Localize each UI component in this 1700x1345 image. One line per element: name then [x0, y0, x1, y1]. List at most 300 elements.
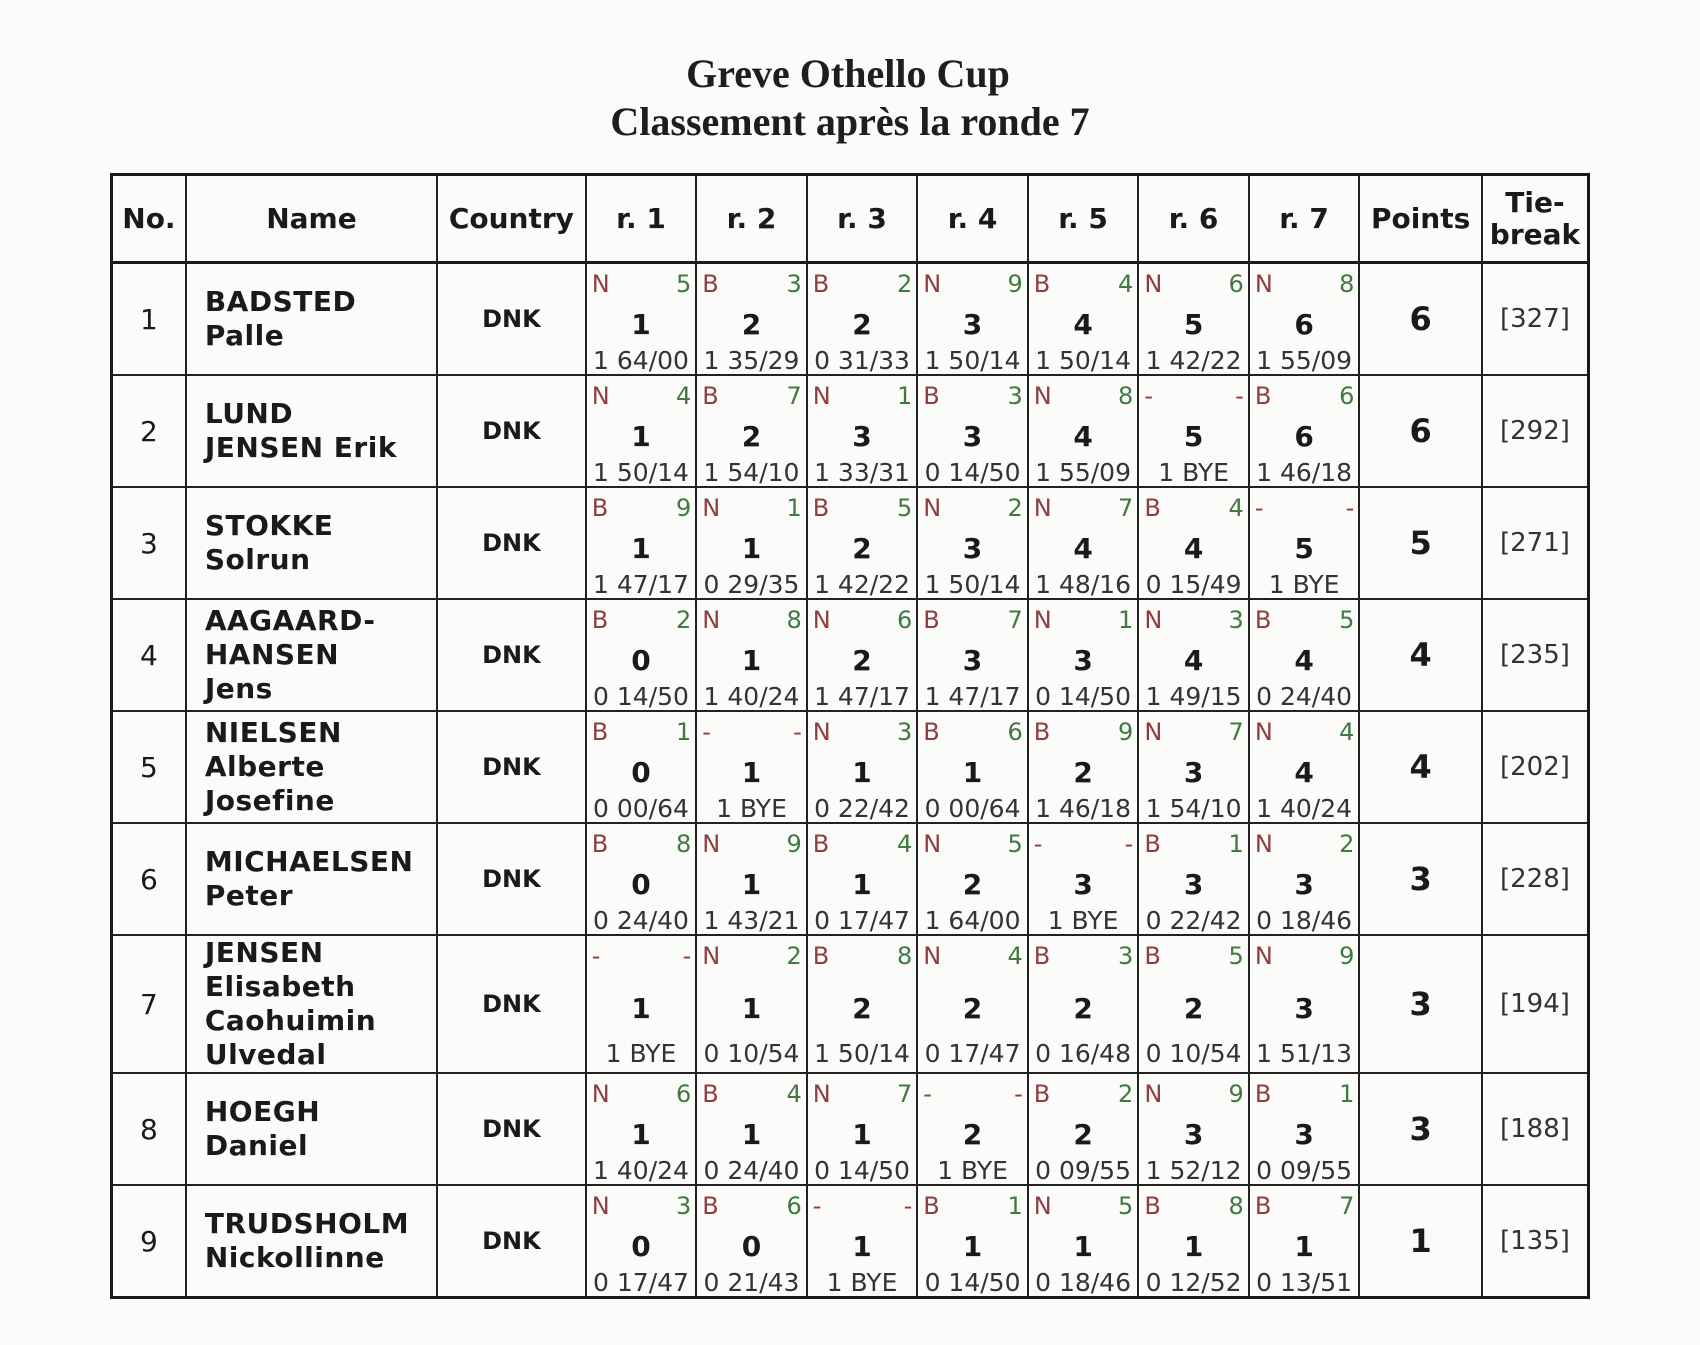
- cumulative-score: 3: [852, 420, 872, 453]
- player-row: [112, 1073, 1589, 1185]
- opponent-number: 2: [786, 942, 802, 970]
- opponent-number: 8: [1339, 270, 1355, 298]
- color-played: N: [591, 270, 610, 298]
- game-result: 0 14/50: [1035, 682, 1131, 711]
- player-tiebreak: [228]: [1482, 823, 1589, 935]
- opponent-number: 6: [1228, 270, 1244, 298]
- color-played: N: [1033, 382, 1052, 410]
- player-points: 3: [1359, 823, 1482, 935]
- game-result: 1 46/18: [1035, 794, 1131, 823]
- game-result: 1 BYE: [937, 1156, 1008, 1185]
- game-result: 0 22/42: [1145, 906, 1242, 935]
- round-7-cell: [1249, 599, 1360, 711]
- player-name-line: NIELSEN: [204, 716, 342, 749]
- round-6-cell: [1138, 375, 1249, 487]
- round-2-cell: [696, 1073, 807, 1185]
- opponent-number: 9: [1228, 1080, 1244, 1108]
- header-round-4: r. 4: [917, 175, 1028, 263]
- color-played: N: [923, 270, 942, 298]
- game-result: 0 10/54: [703, 1039, 800, 1068]
- game-result: 1 50/14: [814, 1039, 910, 1068]
- cumulative-score: 4: [1073, 308, 1093, 341]
- round-7-cell: [1249, 487, 1360, 599]
- game-result: 0 17/47: [814, 906, 910, 935]
- color-played: N: [1144, 606, 1163, 634]
- cumulative-score: 6: [1294, 420, 1314, 453]
- color-played: N: [812, 718, 831, 746]
- round-7-cell: [1249, 935, 1360, 1073]
- opponent-number: -: [1014, 1080, 1023, 1108]
- round-4-cell: [917, 599, 1028, 711]
- player-name-line: HOEGH: [204, 1095, 321, 1128]
- color-played: B: [1033, 718, 1051, 746]
- color-played: N: [923, 830, 942, 858]
- opponent-number: 1: [897, 382, 913, 410]
- cumulative-score: 2: [1183, 992, 1204, 1025]
- game-result: 0 09/55: [1256, 1156, 1353, 1185]
- round-4-cell: [917, 1185, 1028, 1298]
- color-played: N: [1033, 494, 1052, 522]
- opponent-number: 8: [786, 606, 802, 634]
- cumulative-score: 2: [741, 420, 762, 453]
- game-result: 0 31/33: [814, 346, 910, 375]
- player-name-line: LUND: [204, 397, 294, 430]
- cumulative-score: 0: [631, 1230, 651, 1263]
- opponent-number: 3: [675, 1192, 692, 1220]
- opponent-number: 5: [1339, 606, 1355, 634]
- cumulative-score: 0: [741, 1230, 762, 1263]
- cumulative-score: 1: [631, 532, 651, 565]
- game-result: 0 21/43: [703, 1268, 800, 1297]
- game-result: 1 43/21: [703, 906, 800, 935]
- cumulative-score: 1: [852, 868, 872, 901]
- game-result: 1 BYE: [605, 1039, 677, 1068]
- opponent-number: 2: [1007, 494, 1023, 522]
- player-name-line: HANSEN: [204, 638, 340, 671]
- game-result: 1 50/14: [593, 458, 689, 487]
- header-round-6: r. 6: [1138, 175, 1249, 263]
- player-tiebreak: [235]: [1482, 599, 1589, 711]
- round-4-cell: [917, 935, 1028, 1073]
- player-name-line: Ulvedal: [204, 1038, 327, 1071]
- game-result: 0 29/35: [703, 570, 800, 599]
- game-result: 0 13/51: [1256, 1268, 1353, 1297]
- cumulative-score: 0: [631, 756, 651, 789]
- color-played: B: [1033, 270, 1051, 298]
- player-tiebreak: [135]: [1482, 1185, 1589, 1298]
- game-result: 0 15/49: [1145, 570, 1242, 599]
- game-result: 1 47/17: [924, 682, 1021, 711]
- cumulative-score: 3: [1073, 868, 1093, 901]
- game-result: 0 00/64: [924, 794, 1021, 823]
- round-5-cell: [1028, 935, 1139, 1073]
- player-country: DNK: [437, 375, 586, 487]
- cumulative-score: 2: [741, 308, 762, 341]
- color-played: B: [1144, 1192, 1161, 1220]
- color-played: N: [702, 942, 721, 970]
- round-3-cell: [807, 1073, 918, 1185]
- cumulative-score: 1: [631, 1118, 651, 1151]
- cumulative-score: 3: [1073, 644, 1093, 677]
- color-played: N: [812, 1080, 831, 1108]
- opponent-number: 9: [1007, 270, 1023, 298]
- game-result: 0 16/48: [1035, 1039, 1131, 1068]
- game-result: 1 50/14: [1035, 346, 1131, 375]
- header-no: No.: [112, 175, 186, 263]
- round-6-cell: [1138, 1073, 1249, 1185]
- opponent-number: -: [1345, 494, 1355, 522]
- round-3-cell: [807, 1185, 918, 1298]
- color-played: N: [1254, 718, 1273, 746]
- color-played: N: [1254, 830, 1273, 858]
- player-number: 5: [112, 711, 186, 823]
- round-5-cell: [1028, 1073, 1139, 1185]
- game-result: 1 64/00: [593, 346, 689, 375]
- round-2-cell: [696, 599, 807, 711]
- cumulative-score: 4: [1073, 420, 1093, 453]
- color-played: N: [1033, 606, 1052, 634]
- opponent-number: 8: [1228, 1192, 1244, 1220]
- round-2-cell: [696, 263, 807, 376]
- cumulative-score: 1: [741, 644, 762, 677]
- game-result: 0 10/54: [1145, 1039, 1242, 1068]
- round-2-cell: [696, 375, 807, 487]
- round-3-cell: [807, 263, 918, 376]
- cumulative-score: 2: [852, 308, 872, 341]
- cumulative-score: 5: [1183, 420, 1204, 453]
- opponent-number: 9: [1339, 942, 1355, 970]
- opponent-number: 1: [1339, 1080, 1355, 1108]
- color-played: B: [1254, 606, 1272, 634]
- player-number: 2: [112, 375, 186, 487]
- round-4-cell: [917, 487, 1028, 599]
- opponent-number: 4: [897, 830, 913, 858]
- game-result: 0 12/52: [1145, 1268, 1242, 1297]
- opponent-number: 2: [897, 270, 913, 298]
- round-4-cell: [917, 823, 1028, 935]
- cumulative-score: 3: [1183, 868, 1204, 901]
- color-played: N: [1254, 942, 1273, 970]
- round-6-cell: [1138, 711, 1249, 823]
- player-points: 6: [1359, 263, 1482, 376]
- player-points: 4: [1359, 711, 1482, 823]
- player-points: 1: [1359, 1185, 1482, 1298]
- game-result: 0 17/47: [593, 1268, 689, 1297]
- round-7-cell: [1249, 375, 1360, 487]
- round-2-cell: [696, 487, 807, 599]
- round-5-cell: [1028, 375, 1139, 487]
- cumulative-score: 2: [852, 644, 872, 677]
- opponent-number: 9: [1118, 718, 1134, 746]
- color-played: B: [702, 270, 719, 298]
- color-played: B: [1254, 382, 1272, 410]
- color-played: N: [812, 382, 831, 410]
- player-name-line: MICHAELSEN: [204, 845, 414, 878]
- player-name: [186, 711, 437, 823]
- cumulative-score: 3: [1294, 1118, 1314, 1151]
- player-country: DNK: [437, 487, 586, 599]
- game-result: 1 51/13: [1256, 1039, 1353, 1068]
- game-result: 0 24/40: [593, 906, 689, 935]
- player-tiebreak: [292]: [1482, 375, 1589, 487]
- game-result: 1 BYE: [1158, 458, 1229, 487]
- game-result: 1 47/17: [593, 570, 689, 599]
- cumulative-score: 1: [741, 868, 762, 901]
- color-played: B: [1254, 1080, 1272, 1108]
- player-name: [186, 935, 437, 1073]
- round-1-cell: [586, 375, 697, 487]
- opponent-number: 6: [675, 1080, 692, 1108]
- player-name-line: TRUDSHOLM: [204, 1207, 410, 1240]
- color-played: N: [591, 1080, 610, 1108]
- game-result: 1 55/09: [1256, 346, 1353, 375]
- game-result: 1 52/12: [1145, 1156, 1242, 1185]
- cumulative-score: 1: [852, 756, 872, 789]
- header-points: Points: [1359, 175, 1482, 263]
- color-played: N: [923, 942, 942, 970]
- cumulative-score: 3: [962, 532, 983, 565]
- cumulative-score: 3: [962, 308, 983, 341]
- round-2-cell: [696, 711, 807, 823]
- standings-table: [110, 173, 1590, 1299]
- player-row: [112, 263, 1589, 376]
- opponent-number: 4: [1339, 718, 1355, 746]
- color-played: N: [1144, 270, 1163, 298]
- player-number: 1: [112, 263, 186, 376]
- cumulative-score: 4: [1294, 756, 1314, 789]
- document-header: [0, 50, 1700, 146]
- player-name: [186, 599, 437, 711]
- game-result: 1 40/24: [703, 682, 800, 711]
- header-country: Country: [437, 175, 586, 263]
- opponent-number: 6: [786, 1192, 802, 1220]
- player-number: 4: [112, 599, 186, 711]
- opponent-number: 8: [675, 830, 692, 858]
- round-7-cell: [1249, 1073, 1360, 1185]
- opponent-number: 5: [675, 270, 692, 298]
- round-5-cell: [1028, 711, 1139, 823]
- opponent-number: 2: [1118, 1080, 1134, 1108]
- game-result: 1 BYE: [826, 1268, 898, 1297]
- cumulative-score: 2: [1073, 1118, 1093, 1151]
- opponent-number: 1: [1228, 830, 1244, 858]
- round-1-cell: [586, 263, 697, 376]
- player-country: DNK: [437, 263, 586, 376]
- cumulative-score: 2: [962, 992, 983, 1025]
- color-played: B: [812, 270, 830, 298]
- opponent-number: 7: [1007, 606, 1023, 634]
- game-result: 0 14/50: [924, 458, 1021, 487]
- opponent-number: 7: [1339, 1192, 1355, 1220]
- opponent-number: 6: [1007, 718, 1023, 746]
- game-result: 0 22/42: [814, 794, 910, 823]
- player-country: DNK: [437, 1073, 586, 1185]
- cumulative-score: 5: [1294, 532, 1314, 565]
- header-round-1: r. 1: [586, 175, 697, 263]
- color-played: B: [591, 718, 609, 746]
- cumulative-score: 3: [1294, 868, 1314, 901]
- color-played: -: [1254, 494, 1264, 522]
- player-number: 9: [112, 1185, 186, 1298]
- round-6-cell: [1138, 935, 1249, 1073]
- round-5-cell: [1028, 487, 1139, 599]
- color-played: N: [702, 494, 721, 522]
- color-played: -: [591, 942, 601, 970]
- player-row: [112, 375, 1589, 487]
- cumulative-score: 2: [1073, 756, 1093, 789]
- header-name: Name: [186, 175, 437, 263]
- header-round-2: r. 2: [696, 175, 807, 263]
- opponent-number: 2: [1339, 830, 1355, 858]
- round-2-cell: [696, 823, 807, 935]
- round-1-cell: [586, 711, 697, 823]
- opponent-number: 7: [1228, 718, 1244, 746]
- player-name-line: Daniel: [204, 1129, 309, 1162]
- round-1-cell: [586, 935, 697, 1073]
- opponent-number: 6: [1339, 382, 1355, 410]
- cumulative-score: 3: [962, 420, 983, 453]
- color-played: B: [1144, 942, 1161, 970]
- round-7-cell: [1249, 1185, 1360, 1298]
- opponent-number: 4: [1228, 494, 1244, 522]
- game-result: 0 17/47: [924, 1039, 1021, 1068]
- game-result: 1 64/00: [924, 906, 1021, 935]
- cumulative-score: 3: [1294, 992, 1314, 1025]
- player-row: [112, 823, 1589, 935]
- header-round-3: r. 3: [807, 175, 918, 263]
- player-country: DNK: [437, 935, 586, 1073]
- opponent-number: 8: [897, 942, 913, 970]
- opponent-number: 5: [1118, 1192, 1134, 1220]
- player-row: [112, 599, 1589, 711]
- player-name-line: Caohuimin: [204, 1004, 377, 1037]
- color-played: -: [923, 1080, 932, 1108]
- opponent-number: -: [1124, 830, 1134, 858]
- player-row: [112, 935, 1589, 1073]
- header-round-7: r. 7: [1249, 175, 1360, 263]
- round-4-cell: [917, 711, 1028, 823]
- cumulative-score: 3: [962, 644, 983, 677]
- color-played: B: [1033, 942, 1051, 970]
- round-6-cell: [1138, 1185, 1249, 1298]
- color-played: -: [1033, 830, 1043, 858]
- round-3-cell: [807, 935, 918, 1073]
- cumulative-score: 1: [741, 1118, 762, 1151]
- game-result: 1 BYE: [1268, 570, 1340, 599]
- player-country: DNK: [437, 1185, 586, 1298]
- player-name-line: JENSEN Erik: [204, 431, 397, 464]
- opponent-number: 5: [1007, 830, 1023, 858]
- color-played: B: [702, 382, 719, 410]
- game-result: 0 00/64: [593, 794, 689, 823]
- cumulative-score: 4: [1183, 532, 1204, 565]
- game-result: 0 18/46: [1256, 906, 1353, 935]
- player-name: [186, 823, 437, 935]
- color-played: N: [591, 1192, 610, 1220]
- cumulative-score: 3: [1183, 756, 1204, 789]
- cumulative-score: 1: [852, 1230, 872, 1263]
- game-result: 0 14/50: [593, 682, 689, 711]
- opponent-number: -: [793, 718, 802, 746]
- round-5-cell: [1028, 263, 1139, 376]
- cumulative-score: 1: [741, 992, 762, 1025]
- round-6-cell: [1138, 263, 1249, 376]
- color-played: B: [923, 718, 940, 746]
- game-result: 1 BYE: [716, 794, 787, 823]
- round-1-cell: [586, 1185, 697, 1298]
- game-result: 1 40/24: [593, 1156, 689, 1185]
- player-points: 6: [1359, 375, 1482, 487]
- opponent-number: 4: [1118, 270, 1134, 298]
- cumulative-score: 2: [962, 868, 983, 901]
- document-title: Greve Othello Cup: [686, 51, 1010, 96]
- player-tiebreak: [202]: [1482, 711, 1589, 823]
- round-6-cell: [1138, 823, 1249, 935]
- opponent-number: 3: [1007, 382, 1023, 410]
- player-tiebreak: [194]: [1482, 935, 1589, 1073]
- cumulative-score: 0: [631, 868, 651, 901]
- color-played: -: [812, 1192, 822, 1220]
- round-1-cell: [586, 823, 697, 935]
- player-name: [186, 375, 437, 487]
- color-played: B: [812, 830, 830, 858]
- player-name-line: Solrun: [204, 543, 311, 576]
- color-played: N: [1144, 718, 1163, 746]
- color-played: -: [702, 718, 711, 746]
- player-country: DNK: [437, 823, 586, 935]
- round-5-cell: [1028, 1185, 1139, 1298]
- opponent-number: 7: [897, 1080, 913, 1108]
- player-country: DNK: [437, 599, 586, 711]
- cumulative-score: 5: [1183, 308, 1204, 341]
- cumulative-score: 1: [741, 756, 762, 789]
- round-3-cell: [807, 375, 918, 487]
- player-name-line: Peter: [204, 879, 294, 912]
- color-played: B: [812, 494, 830, 522]
- player-name-line: Palle: [204, 319, 285, 352]
- round-2-cell: [696, 1185, 807, 1298]
- game-result: 1 55/09: [1035, 458, 1131, 487]
- cumulative-score: 0: [631, 644, 651, 677]
- round-3-cell: [807, 823, 918, 935]
- color-played: N: [591, 382, 610, 410]
- player-number: 7: [112, 935, 186, 1073]
- opponent-number: 7: [1118, 494, 1134, 522]
- round-7-cell: [1249, 823, 1360, 935]
- player-number: 3: [112, 487, 186, 599]
- player-name-line: Jens: [204, 672, 273, 705]
- cumulative-score: 4: [1183, 644, 1204, 677]
- game-result: 1 40/24: [1256, 794, 1353, 823]
- opponent-number: 8: [1118, 382, 1134, 410]
- color-played: N: [812, 606, 831, 634]
- player-points: 3: [1359, 935, 1482, 1073]
- opponent-number: 4: [1007, 942, 1023, 970]
- opponent-number: 1: [1007, 1192, 1023, 1220]
- player-points: 4: [1359, 599, 1482, 711]
- game-result: 1 BYE: [1047, 906, 1119, 935]
- header-row: [112, 175, 1589, 263]
- round-7-cell: [1249, 263, 1360, 376]
- cumulative-score: 2: [1073, 992, 1093, 1025]
- opponent-number: 7: [786, 382, 802, 410]
- game-result: 1 46/18: [1256, 458, 1353, 487]
- round-6-cell: [1138, 599, 1249, 711]
- opponent-number: 3: [1118, 942, 1134, 970]
- color-played: N: [702, 606, 721, 634]
- opponent-number: 5: [1228, 942, 1244, 970]
- round-1-cell: [586, 1073, 697, 1185]
